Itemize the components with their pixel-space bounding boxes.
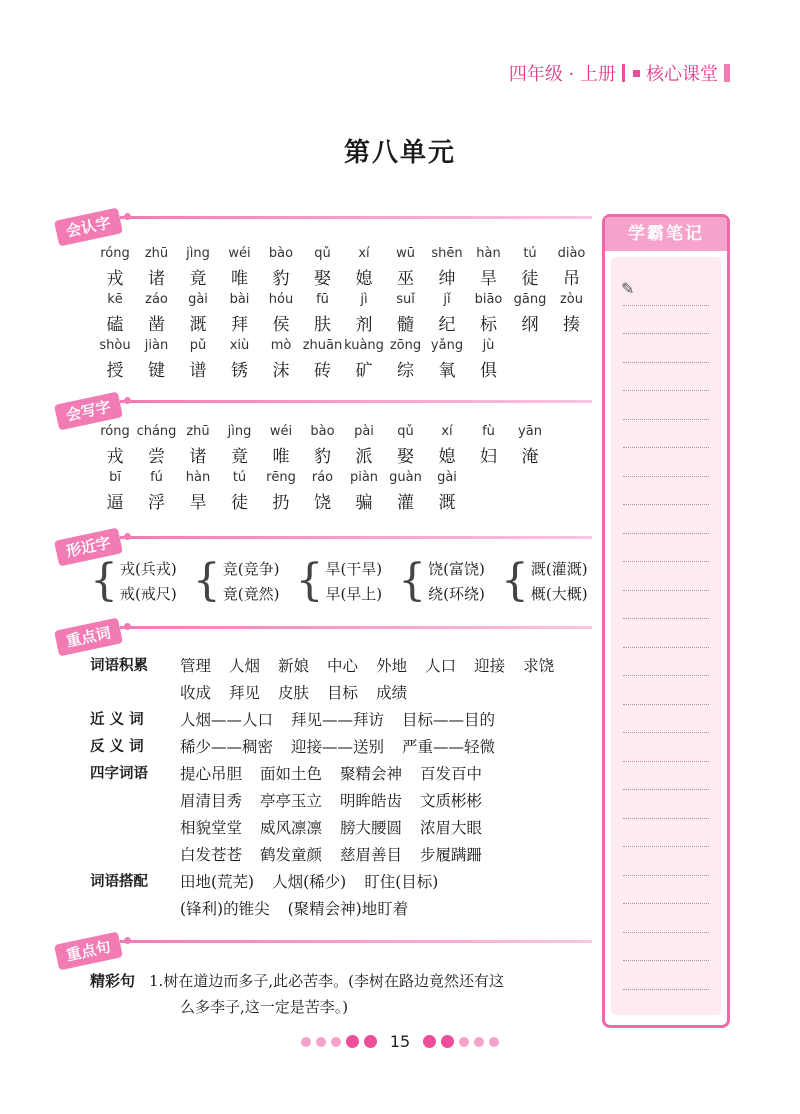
vocab-label [90,681,180,699]
note-line [623,790,709,819]
pinyin: biāo [474,292,503,307]
character-cell [545,246,599,289]
similar-item: 饶(富饶) [428,560,485,578]
pinyin: jìng [186,246,210,261]
vocab-items [180,843,600,864]
pinyin: diào [557,246,586,261]
pinyin: suǐ [396,292,415,307]
vocab-row [90,708,600,729]
dot-icon [364,1035,377,1048]
pinyin: kē [107,292,123,307]
hanzi: 竟 [231,447,248,467]
pinyin: gāng [513,292,547,307]
vocab-item: 拜见 [229,684,261,702]
pinyin: zhū [186,424,210,439]
hanzi: 键 [148,361,165,381]
vocab-item: 浓眉大眼 [420,819,483,837]
pinyin: fù [482,424,495,439]
vocab-row [90,897,600,918]
pinyin: yǎng [430,338,464,353]
hanzi: 标 [480,315,497,335]
hanzi: 肤 [314,315,331,335]
hanzi: 巫 [397,269,414,289]
note-line [623,933,709,962]
vocab-label [90,897,180,915]
pinyin: wéi [228,246,251,261]
notes-title: 学霸笔记 [605,217,727,251]
vocab-items [180,654,600,675]
pinyin: ráo [311,470,334,485]
hanzi: 诸 [148,269,165,289]
note-line [623,961,709,990]
hanzi: 谱 [189,361,207,381]
pinyin: tú [232,470,247,485]
pinyin: gài [437,470,457,485]
hanzi: 矿 [355,361,373,381]
note-line [623,904,709,933]
sentence-label: 精彩句 [90,972,136,990]
section-tag-keywords: 重点词 [54,618,123,657]
pinyin: hóu [268,292,294,307]
vocab-item: 人烟 [229,657,261,675]
pinyin: wū [396,246,415,261]
vocab-item: 新娘 [278,657,310,675]
brace-icon: { [90,555,118,606]
vocab-label: 词语积累 [90,658,148,674]
note-line [623,334,709,363]
section-tag-write: 会写字 [54,392,123,431]
pinyin: hàn [476,246,501,261]
header-square-icon [633,70,640,77]
hanzi: 凿 [148,315,165,335]
hanzi: 浮 [148,493,165,513]
hanzi: 徒 [231,493,248,513]
vocabulary-list [90,654,600,924]
vocab-item: 盯住(目标) [364,873,439,891]
vocab-label [90,789,180,807]
vocab-row [90,789,600,810]
key-sentence [90,968,595,1020]
vocab-row [90,654,600,675]
brace-icon: { [398,555,427,606]
vocab-item: 人烟(稀少) [272,873,347,891]
character-cell [420,470,474,513]
vocab-item: 膀大腰圆 [340,819,403,837]
note-line [623,676,709,705]
hanzi: 旱 [189,493,207,513]
vocab-item: 亭亭玉立 [260,792,323,810]
similar-characters [90,555,588,606]
hanzi: 豹 [314,447,331,467]
vocab-item: 严重——轻微 [402,738,496,756]
similar-item: 竟(竟然) [222,585,280,603]
hanzi: 戎 [106,447,124,467]
pinyin: záo [145,292,168,307]
vocab-item: (聚精会神)地盯着 [287,900,409,918]
hanzi: 综 [397,361,414,381]
pinyin: zhū [144,246,169,261]
dot-icon [316,1037,326,1047]
vocab-item: 提心吊胆 [180,765,243,783]
pinyin: bài [229,292,250,307]
vocab-row [90,735,600,756]
notes-panel [602,214,730,1028]
vocab-item: 眉清目秀 [180,792,243,810]
vocab-item: 目标——目的 [402,711,496,729]
header-bar-icon [724,64,730,82]
vocab-items [180,681,600,702]
vocab-item: 迎接 [474,657,506,675]
similar-group [398,555,485,606]
pinyin: tú [523,246,537,261]
vocab-item: 面如土色 [260,765,323,783]
pinyin: rēng [266,470,296,485]
brace-icon: { [500,555,529,606]
hanzi: 戎 [106,269,124,289]
vocab-row [90,816,600,837]
note-line [623,448,709,477]
hanzi: 侯 [272,315,290,335]
pinyin: fū [316,292,329,307]
similar-item: 竞(竞争) [222,560,280,578]
pinyin: qǔ [397,424,414,439]
pinyin: qǔ [314,246,331,261]
hanzi: 剂 [355,315,373,335]
hanzi: 绅 [438,269,456,289]
hanzi: 俱 [480,361,497,381]
hanzi: 媳 [438,447,456,467]
similar-group [90,555,177,606]
pinyin: hàn [185,470,211,485]
note-line [623,619,709,648]
vocab-item: 目标 [327,684,359,702]
hanzi: 唯 [272,447,290,467]
vocab-item: 管理 [180,657,212,675]
vocab-row [90,681,600,702]
similar-item: 早(早上) [325,585,383,603]
hanzi: 媳 [355,269,373,289]
page-footer [0,1032,800,1051]
hanzi: 妇 [480,447,497,467]
note-line [623,420,709,449]
vocab-item: 求饶 [523,657,555,675]
similar-item: 溉(灌溉) [530,560,588,578]
pinyin: shēn [431,246,463,261]
similar-group [500,555,588,606]
notes-body [611,257,721,1015]
hanzi: 授 [106,361,124,381]
vocab-row [90,762,600,783]
vocab-item: 外地 [376,657,408,675]
hanzi: 锈 [231,361,248,381]
vocab-item: 拜见——拜访 [291,711,385,729]
dot-icon [301,1037,311,1047]
vocab-item: 鹤发童颜 [260,846,323,864]
note-line [623,505,709,534]
note-line [623,819,709,848]
vocab-label: 四字词语 [90,766,148,782]
character-cell [545,292,599,335]
character-cell [503,424,557,467]
vocab-item: 皮肤 [278,684,310,702]
pinyin: jìng [227,424,252,439]
dot-icon [441,1035,454,1048]
hanzi: 骗 [355,493,373,513]
hanzi: 纲 [521,315,539,335]
pinyin: bào [268,246,294,261]
note-line [623,733,709,762]
brace-icon: { [192,555,221,606]
brace-icon: { [295,555,324,606]
pinyin: mò [270,338,292,353]
hanzi: 诸 [189,447,207,467]
hanzi: 淹 [521,447,539,467]
sentence-line-1: 1.树在道边而多子,此必苦李。(李树在路边竟然还有这 [149,972,504,990]
vocab-item: 相貌堂堂 [180,819,243,837]
hanzi: 逼 [106,493,124,513]
section-tag-sentences: 重点句 [54,932,123,971]
note-line [623,477,709,506]
pinyin: gài [188,292,208,307]
note-line [623,534,709,563]
pinyin: jì [360,292,368,307]
similar-group [192,555,280,606]
hanzi: 竟 [189,269,207,289]
pinyin: pǔ [189,338,207,353]
pinyin: róng [100,246,130,261]
note-line [623,648,709,677]
similar-item: 戒(戒尺) [120,585,177,603]
vocab-item: 慈眉善目 [340,846,403,864]
core-label: 核心课堂 [646,64,718,85]
vocab-items [180,762,600,783]
vocab-item: 文质彬彬 [420,792,483,810]
pinyin: wéi [269,424,293,439]
vocab-item: 人口 [425,657,457,675]
section-line [120,216,592,219]
dot-icon [489,1037,499,1047]
note-line [623,876,709,905]
note-line [623,277,709,306]
vocab-item: 步履蹒跚 [420,846,483,864]
pinyin: xiù [229,338,250,353]
pinyin: bào [310,424,335,439]
similar-item: 戎(兵戎) [120,560,177,578]
grade-label: 四年级 · 上册 [508,64,616,85]
page-header [509,60,730,86]
note-line [623,847,709,876]
pinyin: piàn [349,470,379,485]
hanzi: 饶 [314,493,331,513]
similar-group [295,555,383,606]
vocab-items [180,897,600,918]
vocab-item: 明眸皓齿 [340,792,403,810]
vocab-label: 近 义 词 [90,712,144,728]
section-line [120,536,592,539]
hanzi: 溉 [438,493,456,513]
pinyin: jǐ [443,292,451,307]
pinyin: zòu [559,292,584,307]
vocab-item: 田地(荒芜) [180,873,255,891]
vocab-label [90,843,180,861]
dot-icon [423,1035,436,1048]
vocab-label [90,816,180,834]
hanzi: 髓 [397,315,414,335]
hanzi: 唯 [231,269,248,289]
vocab-row [90,843,600,864]
vocab-item: (锋利)的锥尖 [180,900,270,918]
pinyin: jiàn [144,338,169,353]
character-cell [462,338,516,381]
vocab-items [180,789,600,810]
section-line [120,400,592,403]
pinyin: bī [109,470,121,485]
pinyin: zhuān [302,338,343,353]
note-line [623,562,709,591]
vocab-label: 词语搭配 [90,874,148,890]
dot-icon [459,1037,469,1047]
vocab-item: 收成 [180,684,212,702]
vocab-items [180,735,600,756]
vocab-item: 迎接——送别 [291,738,385,756]
pinyin: shòu [99,338,131,353]
pinyin: zōng [389,338,422,353]
vocab-row [90,870,600,891]
header-divider [622,64,625,82]
pencil-icon: ✎ [621,279,635,298]
similar-item: 绕(环绕) [428,585,485,603]
hanzi: 扔 [272,493,290,513]
pinyin: guàn [389,470,422,485]
dot-icon [346,1035,359,1048]
vocab-item: 威风凛凛 [260,819,323,837]
section-line [120,940,592,943]
hanzi: 豹 [272,269,290,289]
sentence-line-2: 么多李子,这一定是苦李。) [180,998,349,1016]
note-line [623,363,709,392]
section-tag-recognize: 会认字 [54,208,123,247]
hanzi: 娶 [314,269,331,289]
note-line [623,306,709,335]
hanzi: 尝 [148,447,165,467]
pinyin: kuàng [344,338,384,353]
vocab-item: 人烟——人口 [180,711,274,729]
note-line [623,705,709,734]
pinyin: fú [150,470,163,485]
unit-title: 第八单元 [343,138,456,168]
hanzi: 溉 [189,315,207,335]
similar-item: 概(大概) [530,585,588,603]
hanzi: 纪 [438,315,456,335]
pinyin: róng [100,424,130,439]
vocab-item: 百发百中 [420,765,483,783]
dot-icon [474,1037,484,1047]
dot-icon [331,1037,341,1047]
pinyin: jù [482,338,495,353]
hanzi: 娶 [397,447,414,467]
pinyin: yān [518,424,542,439]
hanzi: 吊 [563,269,580,289]
note-line [623,391,709,420]
vocab-label: 反 义 词 [90,739,144,755]
hanzi: 沫 [272,361,290,381]
page-number: 15 [389,1032,411,1051]
vocab-item: 中心 [327,657,359,675]
hanzi: 揍 [563,315,580,335]
pinyin: xí [441,424,453,439]
note-line [623,762,709,791]
vocab-items [180,870,600,891]
hanzi: 拜 [231,315,248,335]
note-line [623,591,709,620]
section-line [120,626,592,629]
hanzi: 徒 [521,269,539,289]
vocab-items [180,816,600,837]
hanzi: 派 [355,447,373,467]
vocab-item: 稀少——稠密 [180,738,274,756]
vocab-item: 白发苍苍 [180,846,243,864]
pinyin: xí [358,246,370,261]
hanzi: 灌 [397,493,414,513]
pinyin: pài [354,424,374,439]
hanzi: 旱 [480,269,497,289]
hanzi: 氧 [438,361,456,381]
vocab-item: 聚精会神 [340,765,403,783]
vocab-item: 成绩 [376,684,408,702]
hanzi: 磕 [106,315,124,335]
section-tag-similar: 形近字 [54,528,123,567]
pinyin: cháng [136,424,177,439]
similar-item: 旱(干旱) [325,560,383,578]
vocab-items [180,708,600,729]
hanzi: 砖 [314,361,331,381]
